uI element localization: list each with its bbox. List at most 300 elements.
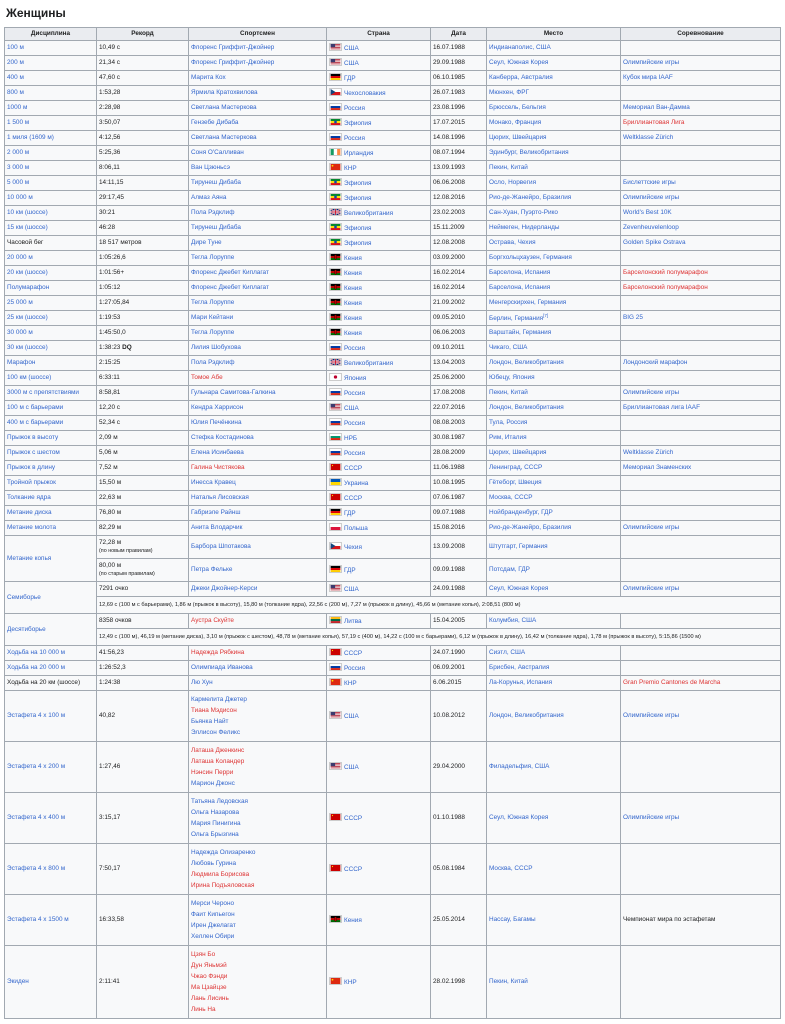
discipline-link[interactable]: 100 км (шоссе) (7, 374, 52, 381)
place-link[interactable]: Юбецу, Япония (489, 374, 535, 381)
athlete-link[interactable]: Джеки Джойнер-Керси (191, 585, 258, 592)
competition-link[interactable]: Чемпионат мира по эстафетам (623, 916, 716, 923)
column-header[interactable]: Рекорд (97, 28, 189, 41)
discipline-cell (5, 296, 97, 311)
country-link[interactable]: Россия (344, 390, 365, 397)
record-cell (97, 206, 189, 221)
athlete-link[interactable]: Ван Цзюньсэ (191, 164, 230, 171)
discipline-link[interactable]: Прыжок в длину (7, 464, 56, 471)
country-link[interactable]: Россия (344, 105, 365, 112)
table-row (5, 629, 781, 646)
country-cell (327, 559, 431, 582)
country-link[interactable]: Великобритания (344, 210, 394, 217)
place-cell (487, 176, 621, 191)
country-link[interactable]: ГДР (344, 510, 356, 517)
athlete-link[interactable]: Инесса Кравец (191, 479, 236, 486)
athlete-link[interactable]: Любовь Гурина (191, 860, 237, 867)
place-link[interactable]: Филадельфия, США (489, 763, 550, 770)
date-value: 11.06.1988 (433, 464, 465, 471)
discipline-link[interactable]: Полумарафон (7, 284, 50, 291)
discipline-link[interactable]: 1 500 м (7, 119, 30, 126)
competition-link[interactable]: Мемориал Ван-Дамма (623, 104, 690, 111)
athlete-link[interactable]: Кармелита Джетер (191, 696, 247, 703)
athlete-link[interactable]: Марион Джонс (191, 780, 235, 787)
country-link[interactable]: СССР (344, 815, 363, 822)
discipline-link[interactable]: 30 км (шоссе) (7, 344, 48, 351)
athlete-cell (189, 146, 327, 161)
athlete-link[interactable]: Пола Рэдклиф (191, 209, 235, 216)
athlete-link[interactable]: Чжао Фэнди (191, 973, 228, 980)
place-link[interactable]: Нойбранденбург, ГДР (489, 509, 553, 516)
country-link[interactable]: Эфиопия (344, 180, 372, 187)
date-value: 23.02.2003 (433, 209, 465, 216)
competition-link[interactable]: Golden Spike Ostrava (623, 239, 686, 246)
place-link[interactable]: Сан-Хуан, Пуэрто-Рико (489, 209, 558, 216)
discipline-link[interactable]: 10 км (шоссе) (7, 209, 48, 216)
place-link[interactable]: Рио-де-Жанейро, Бразилия (489, 194, 572, 201)
discipline-link[interactable]: 5 000 м (7, 179, 30, 186)
competition-cell (621, 191, 781, 206)
discipline-cell (5, 946, 97, 1019)
record-cell (97, 371, 189, 386)
country-link[interactable]: Чехословакия (344, 90, 386, 97)
athlete-link[interactable]: Эллисон Феликс (191, 729, 241, 736)
table-row (5, 116, 781, 131)
column-header[interactable]: Дисциплина (5, 28, 97, 41)
competition-link[interactable]: Мемориал Знаменских (623, 464, 692, 471)
athlete-link[interactable]: Кендра Харрисон (191, 404, 244, 411)
country-link[interactable]: США (344, 405, 359, 412)
athlete-link[interactable]: Анита Влодарчик (191, 524, 243, 531)
athlete-link[interactable]: Линь На (191, 1006, 216, 1013)
country-link[interactable]: КНР (344, 680, 357, 687)
discipline-link[interactable]: 400 м с барьерами (7, 419, 64, 426)
athlete-link[interactable]: Тегла Лоруппе (191, 254, 235, 261)
date-value: 09.07.1988 (433, 509, 465, 516)
table-row (5, 661, 781, 676)
athlete-link[interactable]: Флоренс Джебет Киплагат (191, 284, 269, 291)
athlete-link[interactable]: Лилия Шобухова (191, 344, 241, 351)
country-link[interactable]: Кения (344, 270, 362, 277)
athlete-link[interactable]: Тегла Лоруппе (191, 329, 235, 336)
discipline-link[interactable]: Прыжок с шестом (7, 449, 60, 456)
country-link[interactable]: Кения (344, 330, 362, 337)
place-link[interactable]: Менгерскирхен, Германия (489, 299, 567, 306)
athlete-link[interactable]: Латаша Коландер (191, 758, 245, 765)
place-link[interactable]: Гётеборг, Швеция (489, 479, 542, 486)
competition-link[interactable]: Zevenheuvelenloop (623, 224, 679, 231)
discipline-link[interactable]: Ходьба на 10 000 м (7, 649, 66, 656)
competition-cell (621, 446, 781, 461)
athlete-link[interactable]: Бьянка Найт (191, 718, 229, 725)
record-value: 22,63 м (99, 494, 122, 501)
country-link[interactable]: Россия (344, 135, 365, 142)
place-link[interactable]: Сеул, Южная Корея (489, 814, 549, 821)
place-link[interactable]: Москва, СССР (489, 865, 533, 872)
discipline-link[interactable]: Метание молота (7, 524, 57, 531)
country-link[interactable]: Ирландия (344, 150, 374, 157)
place-link[interactable]: Сеул, Южная Корея (489, 585, 549, 592)
country-cell (327, 101, 431, 116)
discipline-link[interactable]: 20 км (шоссе) (7, 269, 48, 276)
place-link[interactable]: Пекин, Китай (489, 164, 528, 171)
discipline-link[interactable]: Эстафета 4 х 400 м (7, 814, 66, 821)
country-link[interactable]: США (344, 713, 359, 720)
table-row (5, 311, 781, 326)
athlete-link[interactable]: Хеллен Обири (191, 933, 235, 940)
place-link[interactable]: Варштайн, Германия (489, 329, 552, 336)
place-link[interactable]: Тула, Россия (489, 419, 528, 426)
athlete-link[interactable]: Ма Цзайцзе (191, 984, 227, 991)
country-link[interactable]: ГДР (344, 567, 356, 574)
country-link[interactable]: Япония (344, 375, 367, 382)
place-link[interactable]: Пекин, Китай (489, 389, 528, 396)
athlete-link[interactable]: Олимпиада Иванова (191, 664, 253, 671)
athlete-link[interactable]: Гульнара Самитова-Галкина (191, 389, 276, 396)
competition-link[interactable]: Бислеттские игры (623, 179, 676, 186)
record-cell (97, 506, 189, 521)
record-value: 5,06 м (99, 449, 118, 456)
discipline-link[interactable]: 2 000 м (7, 149, 30, 156)
discipline-link[interactable]: Эстафета 4 х 100 м (7, 712, 66, 719)
competition-link[interactable]: Олимпийские игры (623, 524, 680, 531)
competition-link[interactable]: Барселонский полумарафон (623, 284, 708, 291)
athlete-link[interactable]: Елена Исинбаева (191, 449, 244, 456)
discipline-link[interactable]: Толкание ядра (7, 494, 51, 501)
athlete-link[interactable]: Цзян Бо (191, 951, 216, 958)
country-link[interactable]: СССР (344, 495, 363, 502)
place-link[interactable]: Осло, Норвегия (489, 179, 537, 186)
discipline-link[interactable]: 20 000 м (7, 254, 33, 261)
place-link[interactable]: Сеул, Южная Корея (489, 59, 549, 66)
athlete-cell (189, 521, 327, 536)
athlete-link[interactable]: Ярмила Кратохвилова (191, 89, 258, 96)
place-link[interactable]: Берлин, Германия (489, 315, 544, 323)
competition-link[interactable]: Weltklasse Zürich (623, 449, 674, 456)
record-cell (97, 191, 189, 206)
athlete-link[interactable]: Петра Фельке (191, 566, 233, 573)
discipline-link[interactable]: Семиборье (7, 593, 41, 601)
date-cell (431, 431, 487, 446)
place-link[interactable]: Боргхольцхаузен, Германия (489, 254, 572, 261)
discipline-cell (5, 401, 97, 416)
discipline-link[interactable]: 10 000 м (7, 194, 33, 201)
place-link[interactable]: Рим, Италия (489, 434, 527, 441)
place-link[interactable]: Монако, Франция (489, 119, 542, 126)
place-link[interactable]: Острава, Чехия (489, 239, 536, 246)
place-link[interactable]: Пекин, Китай (489, 978, 528, 985)
discipline-link[interactable]: 3 000 м (7, 164, 30, 171)
country-link[interactable]: СССР (344, 866, 363, 873)
record-cell (97, 431, 189, 446)
discipline-link[interactable]: Эстафета 4 х 200 м (7, 763, 66, 770)
discipline-link[interactable]: Прыжок в высоту (7, 434, 59, 441)
competition-link[interactable]: Бриллиантовая Лига (623, 119, 685, 126)
discipline-cell (5, 341, 97, 356)
athlete-cell (189, 661, 327, 676)
athlete-link[interactable]: Гензебе Дибаба (191, 119, 239, 126)
table-row (5, 646, 781, 661)
athlete-link[interactable]: Барбора Шпотакова (191, 543, 251, 550)
column-header[interactable]: Соревнование (621, 28, 781, 41)
country-link[interactable]: КНР (344, 979, 357, 986)
athlete-link[interactable]: Нэнсин Перри (191, 769, 234, 776)
record-cell (97, 614, 189, 629)
competition-link[interactable]: Бриллиантовая лига IAAF (623, 404, 700, 411)
country-link[interactable]: Эфиопия (344, 195, 372, 202)
athlete-link[interactable]: Ольга Брызгина (191, 831, 239, 838)
athlete-link[interactable]: Мария Пинигина (191, 820, 241, 827)
place-link[interactable]: Неймеген, Нидерланды (489, 224, 560, 231)
column-header[interactable]: Место (487, 28, 621, 41)
athlete-link[interactable]: Флоренс Гриффит-Джойнер (191, 44, 275, 51)
table-row (5, 341, 781, 356)
discipline-link[interactable]: 25 000 м (7, 299, 33, 306)
country-link[interactable]: Украина (344, 480, 369, 487)
country-link[interactable]: Кения (344, 285, 362, 292)
country-cell (327, 371, 431, 386)
column-header[interactable]: Дата (431, 28, 487, 41)
athlete-link[interactable]: Тирунеш Дибаба (191, 224, 241, 231)
record-cell (97, 676, 189, 691)
athlete-link[interactable]: Мари Кейтани (191, 314, 234, 321)
table-row (5, 56, 781, 71)
athlete-link[interactable]: Лань Лисинь (191, 995, 229, 1002)
country-link[interactable]: Литва (344, 618, 362, 625)
country-link[interactable]: США (344, 45, 359, 52)
country-link[interactable]: Эфиопия (344, 120, 372, 127)
athlete-link[interactable]: Флоренс Гриффит-Джойнер (191, 59, 275, 66)
record-value: 46:28 (99, 224, 115, 231)
place-link[interactable]: Барселона, Испания (489, 269, 551, 276)
place-cell (487, 521, 621, 536)
country-link[interactable]: КНР (344, 165, 357, 172)
athlete-link[interactable]: Дун Яньмэй (191, 962, 227, 969)
country-link[interactable]: Польша (344, 525, 368, 532)
discipline-link[interactable]: Эстафета 4 х 800 м (7, 865, 66, 872)
place-link[interactable]: Лондон, Великобритания (489, 712, 564, 719)
discipline-link[interactable]: Экиден (7, 978, 29, 985)
place-link[interactable]: Рио-де-Жанейро, Бразилия (489, 524, 572, 531)
discipline-link[interactable]: 3000 м с препятствиями (7, 389, 79, 396)
athlete-link[interactable]: Соня О'Салливан (191, 149, 244, 156)
country-link[interactable]: Кения (344, 300, 362, 307)
place-link[interactable]: Лондон, Великобритания (489, 404, 564, 411)
place-link[interactable]: Мюнхен, ФРГ (489, 89, 529, 96)
place-link[interactable]: Индианаполис, США (489, 44, 551, 51)
competition-link[interactable]: Gran Premio Cantones de Marcha (623, 679, 721, 686)
place-link[interactable]: Цюрих, Швейцария (489, 134, 547, 141)
table-row (5, 371, 781, 386)
athlete-link[interactable]: Галина Чистякова (191, 464, 245, 471)
discipline-link[interactable]: 1000 м (7, 104, 28, 111)
discipline-cell (5, 895, 97, 946)
date-cell (431, 676, 487, 691)
place-link[interactable]: Потсдам, ГДР (489, 566, 530, 573)
athlete-link[interactable]: Тегла Лоруппе (191, 299, 235, 306)
discipline-link[interactable]: 200 м (7, 59, 24, 66)
athlete-link[interactable]: Алмаз Аяна (191, 194, 227, 201)
kenya-flag-icon (329, 253, 342, 261)
discipline-link[interactable]: 800 м (7, 89, 24, 96)
poland-flag-icon (329, 523, 342, 531)
competition-link[interactable]: Олимпийские игры (623, 59, 680, 66)
athlete-link[interactable]: Надежда Олизаренко (191, 849, 256, 856)
country-link[interactable]: США (344, 764, 359, 771)
athlete-link[interactable]: Ирен Джелагат (191, 922, 236, 929)
place-link[interactable]: Штутгарт, Германия (489, 543, 548, 550)
date-cell (431, 146, 487, 161)
country-link[interactable]: НРБ (344, 435, 358, 442)
competition-link[interactable]: Олимпийские игры (623, 814, 680, 821)
athlete-cell (189, 131, 327, 146)
place-link[interactable]: Эдинбург, Великобритания (489, 149, 569, 156)
country-link[interactable]: Кения (344, 255, 362, 262)
country-cell (327, 614, 431, 629)
country-link[interactable]: США (344, 586, 359, 593)
country-link[interactable]: США (344, 60, 359, 67)
athlete-link[interactable]: Наталья Лисовская (191, 494, 249, 501)
athlete-link[interactable]: Марита Кох (191, 74, 226, 81)
competition-link[interactable]: World's Best 10K (623, 209, 672, 216)
place-link[interactable]: Барселона, Испания (489, 284, 551, 291)
athlete-link[interactable]: Ирина Подъяловская (191, 882, 255, 889)
date-cell (431, 251, 487, 266)
country-link[interactable]: СССР (344, 650, 363, 657)
athlete-link[interactable]: Юлия Печёнкина (191, 419, 242, 426)
discipline-link[interactable]: 25 км (шоссе) (7, 314, 48, 321)
discipline-link[interactable]: Метание копья (7, 554, 52, 562)
athlete-link[interactable]: Флоренс Джебет Киплагат (191, 269, 269, 276)
athlete-cell (189, 371, 327, 386)
country-link[interactable]: Великобритания (344, 360, 394, 367)
competition-link[interactable]: Барселонский полумарафон (623, 269, 708, 276)
kenya-flag-icon (329, 915, 342, 923)
date-cell (431, 341, 487, 356)
country-link[interactable]: ГДР (344, 75, 356, 82)
discipline-link[interactable]: Марафон (7, 359, 36, 366)
country-cell (327, 71, 431, 86)
country-link[interactable]: Кения (344, 917, 362, 924)
place-link[interactable]: Сиэтл, США (489, 649, 526, 656)
athlete-link[interactable]: Светлана Мастеркова (191, 134, 257, 141)
country-link[interactable]: Кения (344, 315, 362, 322)
competition-link[interactable]: Кубок мира IAAF (623, 74, 673, 81)
place-link[interactable]: Ла-Корунья, Испания (489, 679, 553, 686)
record-cell (97, 793, 189, 844)
place-link[interactable]: Лондон, Великобритания (489, 359, 564, 366)
discipline-link[interactable]: 1 миля (1609 м) (7, 134, 54, 141)
column-header[interactable]: Спортсмен (189, 28, 327, 41)
discipline-link[interactable]: Тройной прыжок (7, 479, 56, 486)
record-value: 29:17,45 (99, 194, 124, 201)
discipline-link[interactable]: Метание диска (7, 509, 52, 516)
place-link[interactable]: Брюссель, Бельгия (489, 104, 546, 111)
place-link[interactable]: Брисбен, Австралия (489, 664, 550, 671)
country-link[interactable]: Эфиопия (344, 225, 372, 232)
athlete-link[interactable]: Людмила Борисова (191, 871, 250, 878)
athlete-link[interactable]: Тирунеш Дибаба (191, 179, 241, 186)
competition-link[interactable]: Лондонский марафон (623, 359, 688, 366)
discipline-link[interactable]: Десятиборье (7, 625, 46, 633)
athlete-link[interactable]: Пола Рэдклиф (191, 359, 235, 366)
place-cell (487, 661, 621, 676)
place-link[interactable]: Цюрих, Швейцария (489, 449, 547, 456)
athlete-link[interactable]: Тиана Мэдисон (191, 707, 237, 714)
athlete-link[interactable]: Габриэле Райнш (191, 509, 241, 516)
athlete-link[interactable]: Татьяна Ледовская (191, 798, 248, 805)
place-cell (487, 251, 621, 266)
athlete-link[interactable]: Светлана Мастеркова (191, 104, 257, 111)
athlete-link[interactable]: Стефка Костадинова (191, 434, 254, 441)
athlete-link[interactable]: Лю Хун (191, 679, 213, 686)
country-link[interactable]: Эфиопия (344, 240, 372, 247)
record-cell (97, 946, 189, 1019)
country-link[interactable]: Россия (344, 345, 365, 352)
place-link[interactable]: Ленинград, СССР (489, 464, 543, 471)
discipline-link[interactable]: Эстафета 4 х 1500 м (7, 916, 69, 923)
discipline-link[interactable]: 100 м (7, 44, 24, 51)
place-link[interactable]: Нассау, Багамы (489, 916, 536, 923)
place-cell (487, 614, 621, 629)
china-flag-icon (329, 163, 342, 171)
competition-link[interactable]: Олимпийские игры (623, 585, 680, 592)
competition-link[interactable]: BIG 25 (623, 314, 643, 321)
discipline-link[interactable]: 15 км (шоссе) (7, 224, 48, 231)
record-cell (97, 559, 189, 582)
records-table (4, 27, 781, 1019)
table-row (5, 86, 781, 101)
country-link[interactable]: Россия (344, 420, 365, 427)
date-cell (431, 416, 487, 431)
competition-link[interactable]: Weltklasse Zürich (623, 134, 674, 141)
athlete-link[interactable]: Надежда Рябкина (191, 649, 245, 656)
discipline-link[interactable]: Ходьба на 20 000 м (7, 664, 66, 671)
discipline-link[interactable]: 100 м с барьерами (7, 404, 64, 411)
athlete-link[interactable]: Фаит Кипьегон (191, 911, 235, 918)
athlete-link[interactable]: Томое Абе (191, 374, 223, 381)
athlete-link[interactable]: Ольга Назарова (191, 809, 240, 816)
competition-cell (621, 101, 781, 116)
country-link[interactable]: СССР (344, 465, 363, 472)
date-value: 15.04.2005 (433, 617, 465, 624)
athlete-link[interactable]: Аустра Скуйте (191, 617, 234, 624)
place-link[interactable]: Чикаго, США (489, 344, 528, 351)
place-link[interactable]: Колумбия, США (489, 617, 537, 624)
athlete-link[interactable]: Мерси Чероно (191, 900, 235, 907)
record-cell (97, 56, 189, 71)
country-link[interactable]: Россия (344, 450, 365, 457)
competition-link[interactable]: Олимпийские игры (623, 389, 680, 396)
place-link[interactable]: Москва, СССР (489, 494, 533, 501)
country-link[interactable]: Чехия (344, 544, 362, 551)
discipline-link[interactable]: 400 м (7, 74, 24, 81)
competition-link[interactable]: Олимпийские игры (623, 194, 680, 201)
date-value: 13.09.2008 (433, 543, 465, 550)
discipline-cell (5, 386, 97, 401)
column-header[interactable]: Страна (327, 28, 431, 41)
country-cell (327, 491, 431, 506)
competition-link[interactable]: Олимпийские игры (623, 712, 680, 719)
country-cell (327, 191, 431, 206)
place-link[interactable]: Канберра, Австралия (489, 74, 553, 81)
discipline-link[interactable]: 30 000 м (7, 329, 33, 336)
athlete-link[interactable]: Дире Туне (191, 239, 222, 246)
athlete-link[interactable]: Латаша Дженкинс (191, 747, 245, 754)
place-cell (487, 296, 621, 311)
country-link[interactable]: Россия (344, 665, 365, 672)
reference-link[interactable]: [7] (543, 313, 549, 319)
